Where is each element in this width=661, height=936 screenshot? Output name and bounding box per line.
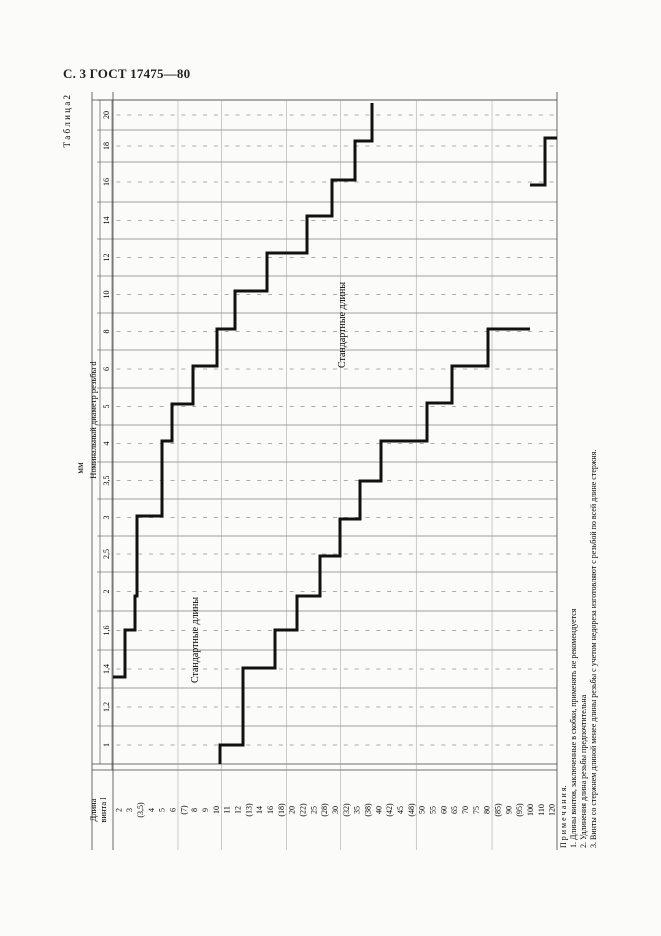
length-cell: 40 [374,806,384,814]
length-cell: 20 [287,806,297,814]
length-cell: 75 [471,806,481,814]
length-header-1: Длина [88,798,98,822]
table-svg [0,80,598,850]
stair-upper-boundary [113,103,372,677]
length-cell: 3 [125,808,135,812]
length-cell: 4 [146,808,156,812]
diameter-header: 12 [102,253,111,262]
length-cell: 90 [504,806,514,814]
length-cell: 60 [439,806,449,814]
length-cell: (48) [406,803,416,817]
length-cell: (85) [493,803,503,817]
diameter-header: 4 [102,441,111,446]
length-cell: 110 [536,804,546,816]
length-cell: 30 [331,806,340,814]
diameter-header: 5 [102,404,111,409]
length-header-2: винта l [98,797,108,823]
length-cell: 50 [417,806,427,814]
length-cell: 16 [266,806,276,814]
length-cell: (13) [244,803,254,817]
table-caption: Т а б л и ц а 2 [62,95,72,148]
length-cell: 70 [460,806,470,814]
length-cell: 2 [114,808,124,812]
length-cell: 80 [482,806,492,814]
std-label-left: Стандартные длины [190,596,201,684]
length-cell: 35 [352,806,362,814]
length-cell: 5 [157,808,167,812]
diameter-header: 2 [102,589,111,594]
length-cell: (38) [363,803,373,817]
length-cell: 55 [428,806,438,814]
diameter-header: 14 [102,216,111,225]
std-label-right: Стандартные длины [337,281,348,369]
diameter-header: 1,6 [102,625,111,636]
diameter-header: 1,4 [102,664,111,674]
diameter-header: 2,5 [102,549,111,559]
length-cell: 65 [450,806,460,814]
length-cell: 100 [525,804,535,816]
length-cell: 8 [190,808,200,812]
diameter-header: 6 [102,367,111,371]
diameter-header: 1 [102,743,111,747]
diameter-header: 20 [102,111,111,119]
length-cell: 14 [255,806,265,814]
units-label: мм [75,462,85,474]
length-cell: (95) [515,803,525,817]
page-header: С. 3 ГОСТ 17475—80 [63,66,191,81]
length-cell: 10 [211,806,221,814]
length-cell: (22) [298,803,308,817]
diameter-header: 1,2 [102,702,111,712]
diameter-header: 3,5 [102,475,111,486]
stair-lower-boundary [220,329,530,764]
length-cell: (7) [179,805,189,815]
note-1: 1. Длины винтов, заключенные в скобки, применять не рекомендуется [569,608,578,848]
note-2: 2. Удлинения длина резьбы предпочтительна [579,694,588,848]
length-cell: (3,5) [136,802,146,818]
length-cell: (18) [276,803,286,817]
diameter-header: 3 [102,515,111,520]
note-3: 3. Винты со стержнем длиной менее длины резьбы с учетом недореза изготовляют с резьбой по всей длине стержня. [589,449,598,848]
length-cell: 45 [395,806,405,814]
length-cell: (28) [320,803,330,817]
diameter-header: 8 [102,329,111,334]
length-cell: 12 [233,806,243,814]
diameter-header: 18 [102,142,111,150]
length-cell: 120 [547,804,557,816]
length-cell: (32) [341,803,351,817]
length-cell: 6 [168,808,178,812]
diameter-header: 16 [102,178,111,186]
stair-tail [530,138,557,185]
diameter-header-title: Номинальный диаметр резьбы d [88,361,98,479]
length-cell: 9 [201,808,211,812]
diameter-header: 10 [102,290,111,299]
length-cell: 25 [309,806,319,814]
length-cell: 11 [222,806,232,814]
notes-title: П р и м е ч а н и я. [559,785,568,848]
length-cell: (42) [385,803,395,817]
